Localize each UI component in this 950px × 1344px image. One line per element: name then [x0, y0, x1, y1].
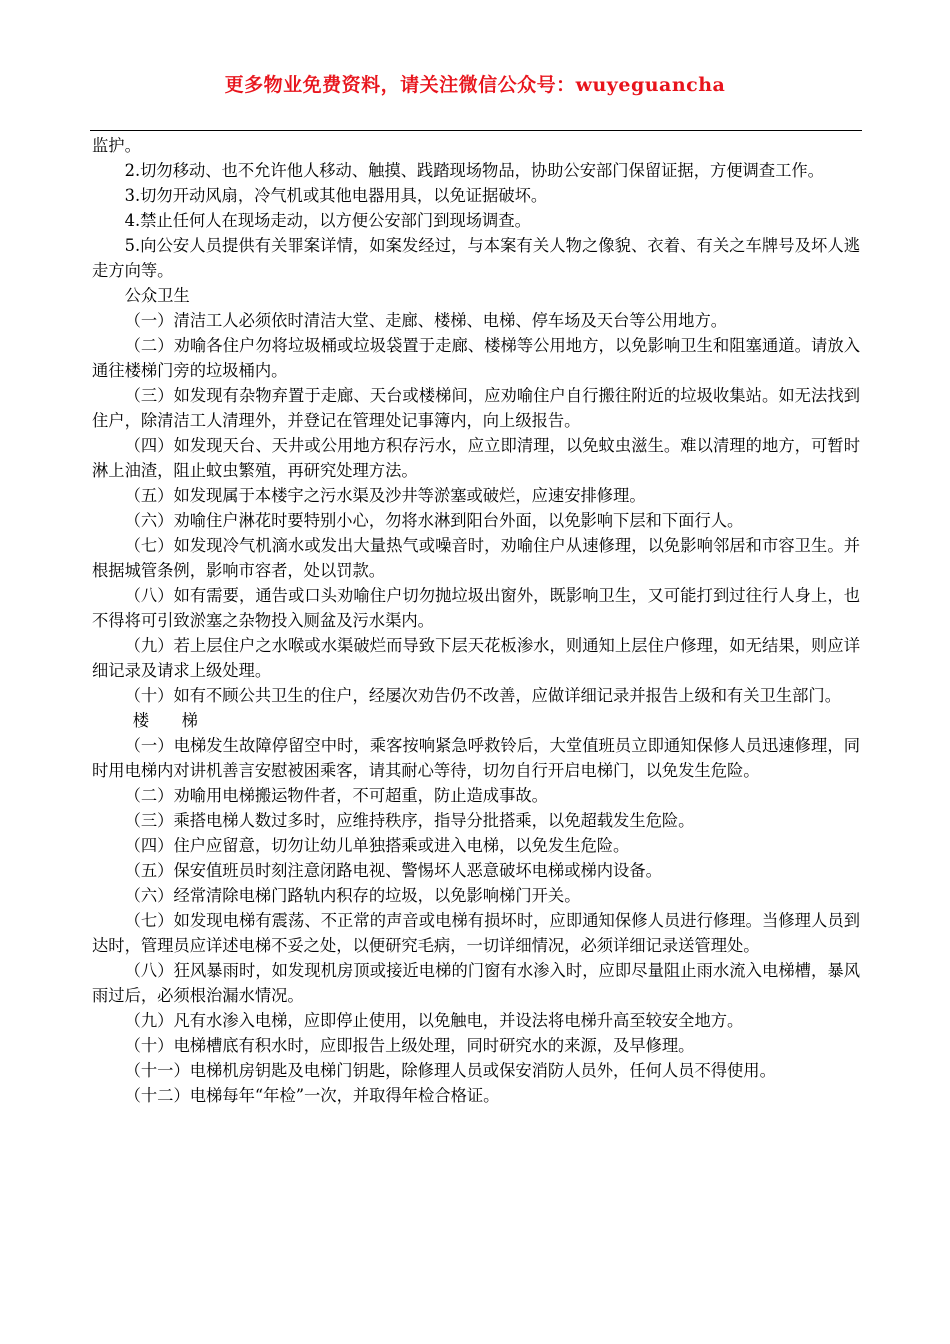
section-title-elevator: 楼 梯	[132, 711, 198, 730]
intro-line-0: 监护。	[92, 136, 141, 155]
elevator-item: （三）乘搭电梯人数过多时，应维持秩序，指导分批搭乘，以免超载发生危险。	[124, 811, 695, 830]
intro-line-1: 2.切勿移动、也不允许他人移动、触摸、践踏现场物品，协助公安部门保留证据，方便调查工作。	[124, 161, 824, 180]
elevator-item: （五）保安值班员时刻注意闭路电视、警惕坏人恶意破坏电梯或梯内设备。	[124, 861, 662, 880]
section-title-hygiene: 公众卫生	[124, 286, 190, 305]
hygiene-item: （十）如有不顾公共卫生的住户，经屡次劝告仍不改善，应做详细记录并报告上级和有关卫生部门。	[124, 686, 841, 705]
hygiene-item: （二）劝喻各住户勿将垃圾桶或垃圾袋置于走廊、楼梯等公用地方，以免影响卫生和阻塞通道。请放入通往楼梯门旁的垃圾桶内。	[92, 336, 860, 380]
elevator-item: （十）电梯槽底有积水时，应即报告上级处理，同时研究水的来源，及早修理。	[124, 1036, 695, 1055]
intro-line-2: 3.切勿开动风扇，冷气机或其他电器用具，以免证据破坏。	[124, 186, 548, 205]
hygiene-item: （五）如发现属于本楼宇之污水渠及沙井等淤塞或破烂，应速安排修理。	[124, 486, 646, 505]
elevator-item: （九）凡有水渗入电梯，应即停止使用，以免触电，并设法将电梯升高至较安全地方。	[124, 1011, 744, 1030]
promo-banner: 更多物业免费资料，请关注微信公众号：wuyeguancha	[224, 74, 726, 96]
intro-line-4: 5.向公安人员提供有关罪案详情，如案发经过，与本案有关人物之像貌、衣着、有关之车牌号及坏人逃走方向等。	[92, 236, 860, 280]
hygiene-item: （八）如有需要，通告或口头劝喻住户切勿抛垃圾出窗外，既影响卫生，又可能打到过往行人身上，也不得将可引致淤塞之杂物投入厕盆及污水渠内。	[92, 586, 860, 630]
elevator-item: （七）如发现电梯有震荡、不正常的声音或电梯有损坏时，应即通知保修人员进行修理。当修理人员到达时，管理员应详述电梯不妥之处，以便研究毛病，一切详细情况，必须详细记录送管理处。	[92, 911, 860, 955]
elevator-item: （十二）电梯每年“年检”一次，并取得年检合格证。	[124, 1086, 500, 1105]
elevator-item: （四）住户应留意，切勿让幼儿单独搭乘或进入电梯，以免发生危险。	[124, 836, 630, 855]
hygiene-item: （七）如发现冷气机滴水或发出大量热气或噪音时，劝喻住户从速修理，以免影响邻居和市容卫生。并根据城管条例，影响市容者，处以罚款。	[92, 536, 860, 580]
hygiene-item: （六）劝喻住户淋花时要特别小心，勿将水淋到阳台外面，以免影响下层和下面行人。	[124, 511, 744, 530]
hygiene-item: （四）如发现天台、天井或公用地方积存污水，应立即清理，以免蚊虫滋生。难以清理的地方，可暂时淋上油渣，阻止蚊虫繁殖，再研究处理方法。	[92, 436, 860, 480]
hygiene-item: （三）如发现有杂物弃置于走廊、天台或楼梯间，应劝喻住户自行搬往附近的垃圾收集站。如无法找到住户，除清洁工人清理外，并登记在管理处记事簿内，向上级报告。	[92, 386, 860, 430]
hygiene-item: （九）若上层住户之水喉或水渠破烂而导致下层天花板渗水，则通知上层住户修理，如无结果，则应详细记录及请求上级处理。	[92, 636, 860, 680]
document-body	[92, 133, 860, 1108]
elevator-item: （八）狂风暴雨时，如发现机房顶或接近电梯的门窗有水渗入时，应即尽量阻止雨水流入电梯槽，暴风雨过后，必须根治漏水情况。	[92, 961, 860, 1005]
intro-line-3: 4.禁止任何人在现场走动，以方便公安部门到现场调查。	[124, 211, 531, 230]
elevator-item: （二）劝喻用电梯搬运物件者，不可超重，防止造成事故。	[124, 786, 548, 805]
hygiene-item: （一）清洁工人必须依时清洁大堂、走廊、楼梯、电梯、停车场及天台等公用地方。	[124, 311, 728, 330]
elevator-item: （六）经常清除电梯门路轨内积存的垃圾，以免影响梯门开关。	[124, 886, 581, 905]
elevator-item: （一）电梯发生故障停留空中时，乘客按响紧急呼救铃后，大堂值班员立即通知保修人员迅速修理，同时用电梯内对讲机善言安慰被困乘客，请其耐心等待，切勿自行开启电梯门，以免发生危险。	[92, 736, 860, 780]
header-divider	[90, 130, 862, 131]
elevator-item: （十一）电梯机房钥匙及电梯门钥匙，除修理人员或保安消防人员外，任何人员不得使用。	[124, 1061, 776, 1080]
